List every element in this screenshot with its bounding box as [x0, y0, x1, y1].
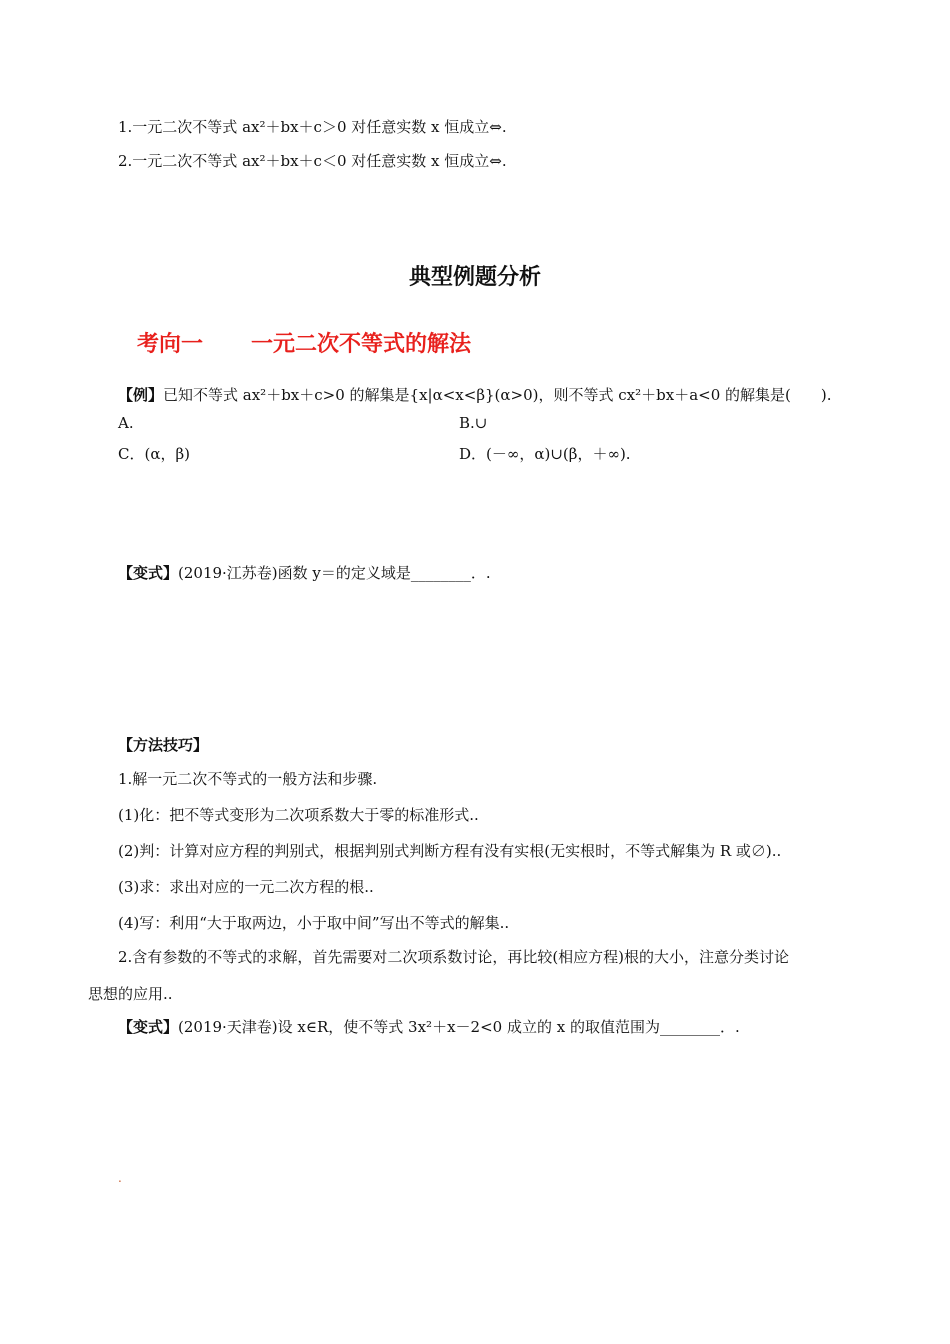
option-b: B.∪	[459, 414, 488, 432]
direction-label: 考向一	[137, 332, 204, 357]
variant-1-tag: 【变式】	[118, 564, 179, 582]
method-item-6: 2.含有参数的不等式的求解，首先需要对二次项系数讨论，再比较(相应方程)根的大小，注意分类讨论	[118, 948, 790, 966]
section-title: 典型例题分析	[408, 265, 541, 290]
variant-2-text: (2019·天津卷)设 x∈R，使不等式 3x²＋x－2<0 成立的 x 的取值范围为________．.	[178, 1018, 740, 1036]
method-item-1: 1.解一元二次不等式的一般方法和步骤.	[118, 770, 378, 788]
direction-heading	[137, 331, 471, 359]
methods-heading: 【方法技巧】	[118, 736, 209, 754]
example-stem	[118, 385, 832, 405]
method-item-6-cont: 思想的应用..	[88, 985, 173, 1003]
option-c: C．(α，β)	[118, 445, 190, 463]
method-item-5: (4)写：利用“大于取两边，小于取中间”写出不等式的解集..	[118, 914, 510, 932]
end-mark: .	[118, 1171, 122, 1185]
variant-2	[118, 1017, 740, 1037]
option-d: D．(－∞，α)∪(β，＋∞).	[459, 445, 631, 463]
variant-2-tag: 【变式】	[118, 1018, 179, 1036]
method-item-3: (2)判：计算对应方程的判别式，根据判别式判断方程有没有实根(无实根时，不等式解集为 R 或∅)..	[118, 842, 782, 860]
condition-1: 1.一元二次不等式 ax²＋bx＋c＞0 对任意实数 x 恒成立⇔.	[118, 118, 507, 136]
method-item-2: (1)化：把不等式变形为二次项系数大于零的标准形式..	[118, 806, 479, 824]
method-item-4: (3)求：求出对应的一元二次方程的根..	[118, 878, 374, 896]
example-text: 已知不等式 ax²＋bx＋c>0 的解集是{x|α<x<β}(α>0)，则不等式 cx²＋bx＋a<0 的解集是( ).	[163, 386, 832, 404]
example-tag: 【例】	[118, 386, 164, 404]
variant-1-text: (2019·江苏卷)函数 y＝的定义域是________．.	[178, 564, 491, 582]
condition-2: 2.一元二次不等式 ax²＋bx＋c＜0 对任意实数 x 恒成立⇔.	[118, 152, 507, 170]
option-a: A.	[118, 414, 134, 432]
variant-1	[118, 563, 491, 583]
direction-title: 一元二次不等式的解法	[251, 332, 472, 357]
